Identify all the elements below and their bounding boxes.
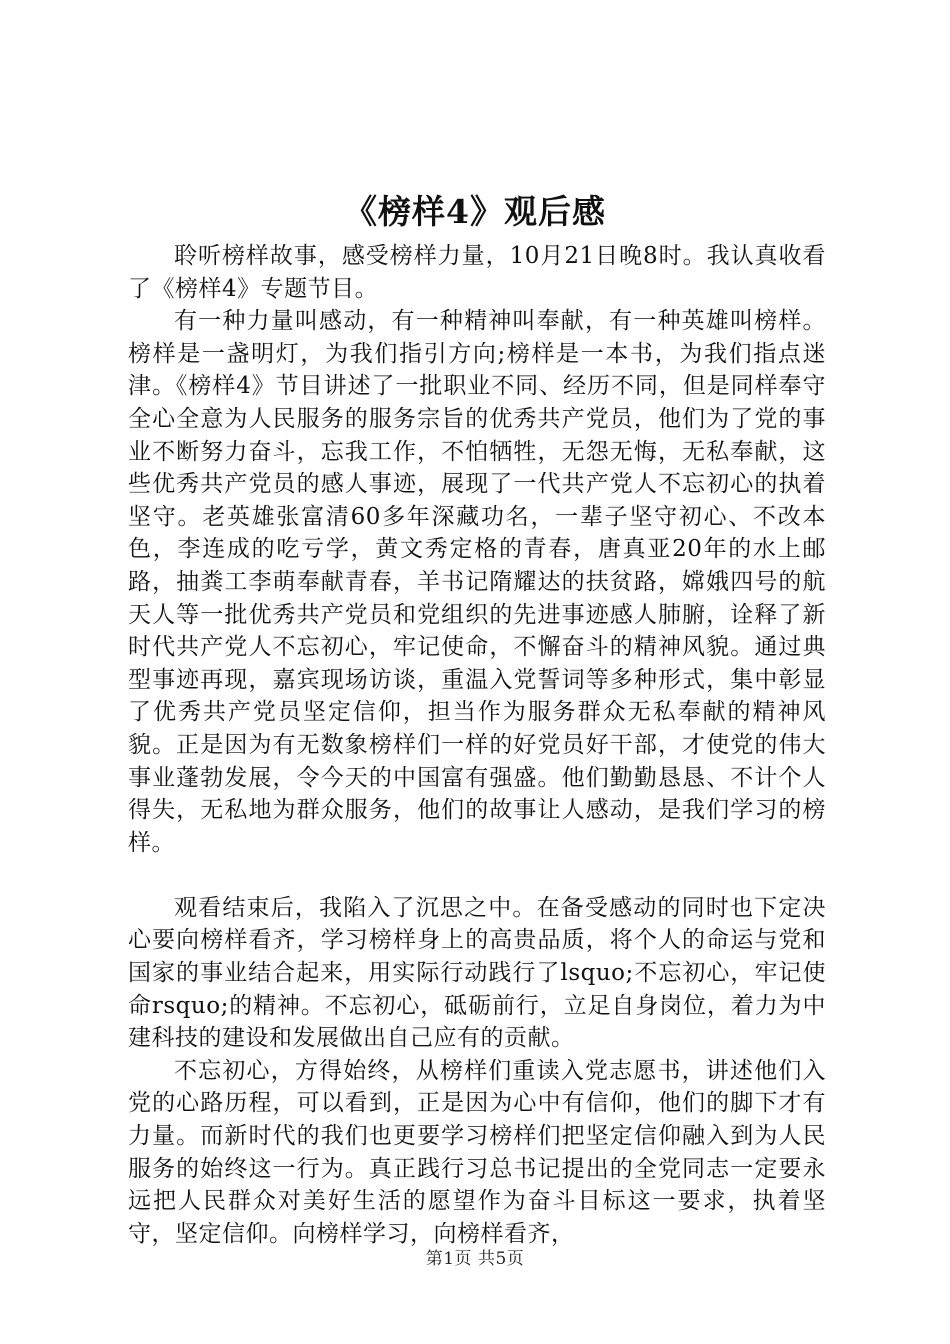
- paragraph-original-aspiration: 不忘初心，方得始终，从榜样们重读入党志愿书，讲述他们入党的心路历程，可以看到，正是因为心中有信仰，他们的脚下才有力量。而新时代的我们也更要学习榜样们把坚定信仰融入到为人民服务的始终这一行为。真正践行习总书记提出的全党同志一定要永远把人民群众对美好生活的愿望作为奋斗目标这一要求，执着坚守，坚定信仰。向榜样学习，向榜样看齐，: [128, 1057, 826, 1247]
- page-number-footer: 第1页 共5页: [425, 1249, 525, 1269]
- paragraph-reflection: 观看结束后，我陷入了沉思之中。在备受感动的同时也下定决心要向榜样看齐，学习榜样身上的高贵品质，将个人的命运与党和国家的事业结合起来，用实际行动践行了lsquo;不忘初心，牢记使命rsquo;的精神。不忘初心，砥砺前行，立足自身岗位，着力为中建科技的建设和发展做出自己应有的贡献。: [128, 894, 826, 1052]
- document-title: 《榜样4》观后感: [344, 192, 606, 231]
- paragraph-spacer: [128, 859, 826, 892]
- document-body: [128, 240, 826, 1250]
- paragraph-intro: 聆听榜样故事，感受榜样力量，10月21日晚8时。我认真收看了《榜样4》专题节目。: [128, 243, 826, 302]
- paragraph-role-models: 有一种力量叫感动，有一种精神叫奉献，有一种英雄叫榜样。榜样是一盏明灯，为我们指引方向;榜样是一本书，为我们指点迷津。《榜样4》节目讲述了一批职业不同、经历不同，但是同样奉守全心全意为人民服务的服务宗旨的优秀共产党员，他们为了党的事业不断努力奋斗，忘我工作，不怕牺牲，无怨无悔，无私奉献，这些优秀共产党员的感人事迹，展现了一代共产党人不忘初心的执着坚守。老英雄张富清60多年深藏功名，一辈子坚守初心、不改本色，李连成的吃亏学，黄文秀定格的青春，唐真亚20年的水上邮路，抽粪工李萌奉献青春，羊书记隋耀达的扶贫路，嫦娥四号的航天人等一批优秀共产党员和党组织的先进事迹感人肺腑，诠释了新时代共产党人不忘初心，牢记使命，不懈奋斗的精神风貌。通过典型事迹再现，嘉宾现场访谈，重温入党誓词等多种形式，集中彰显了优秀共产党员坚定信仰，担当作为服务群众无私奉献的精神风貌。正是因为有无数象榜样们一样的好党员好干部，才使党的伟大事业蓬勃发展，令今天的中国富有强盛。他们勤勤恳恳、不计个人得失，无私地为群众服务，他们的故事让人感动，是我们学习的榜样。: [128, 308, 826, 856]
